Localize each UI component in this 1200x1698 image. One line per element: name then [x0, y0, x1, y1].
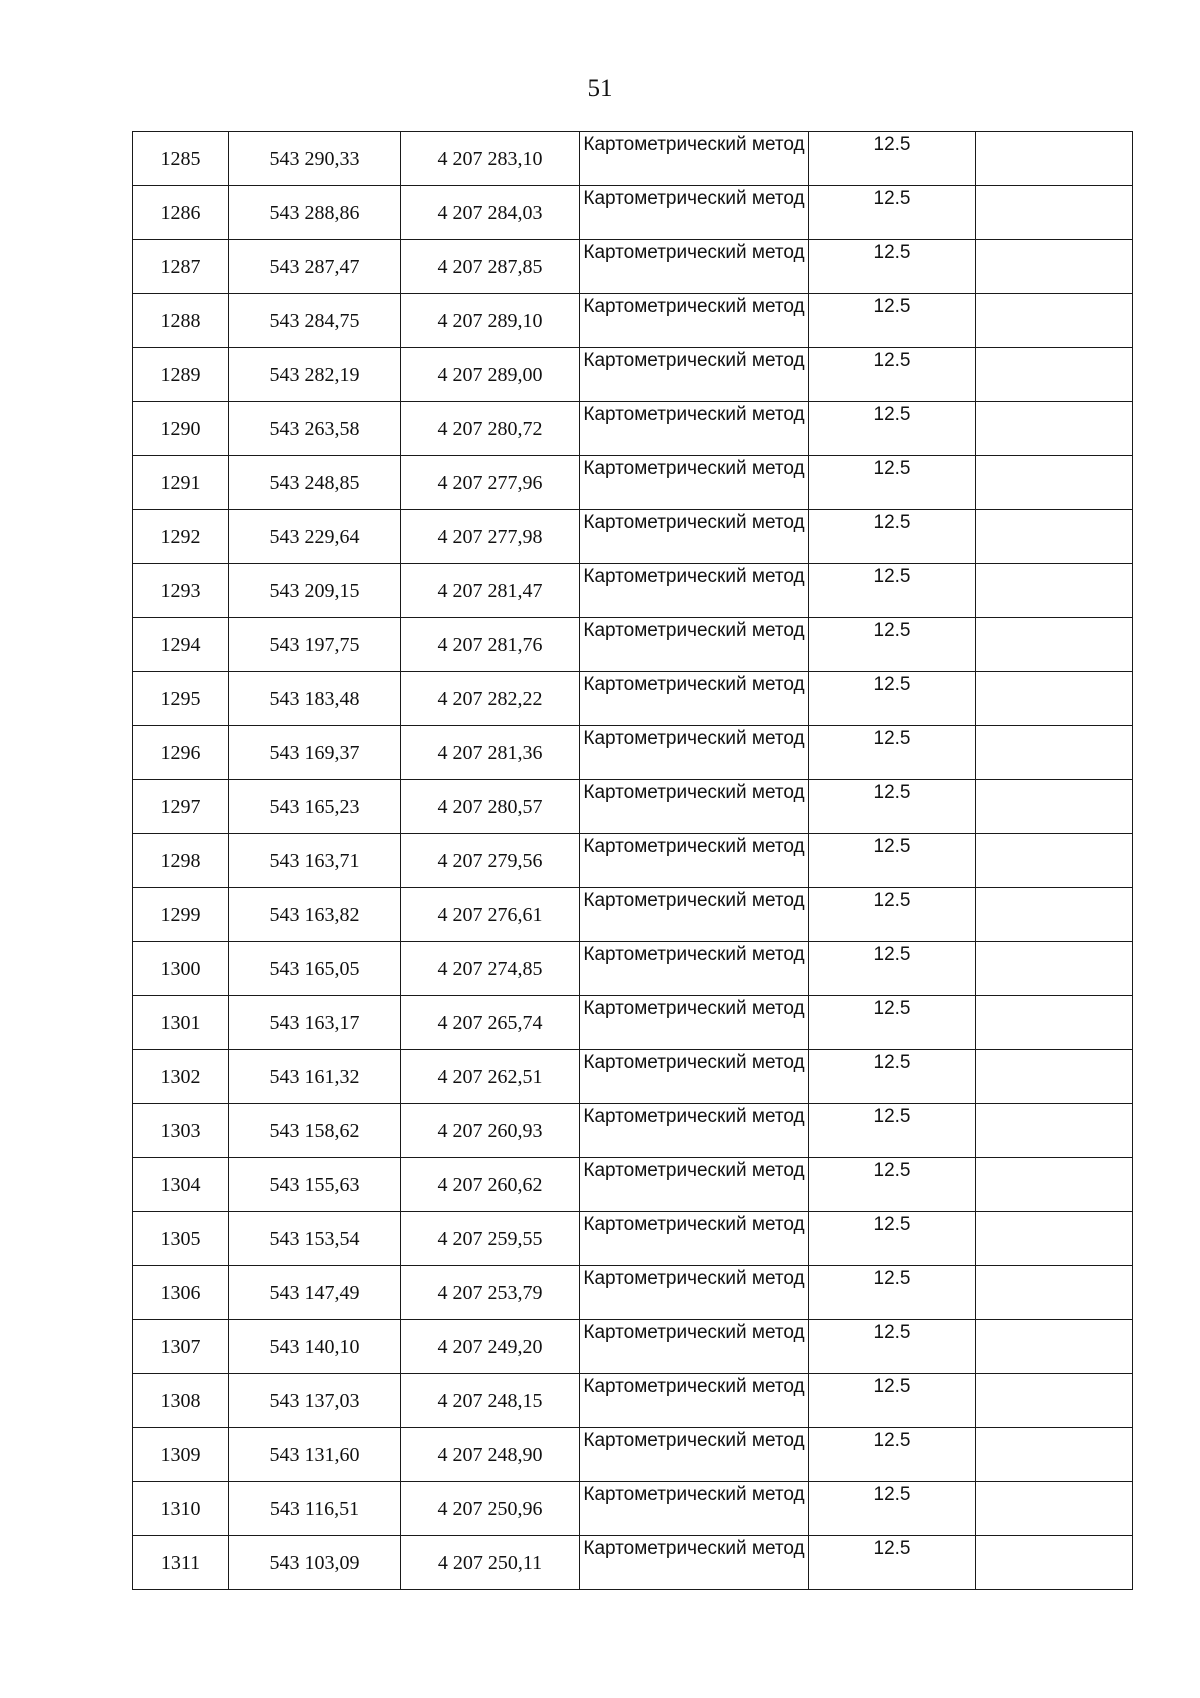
x-coordinate-cell: 543 131,60 [229, 1428, 401, 1482]
accuracy-cell: 12.5 [809, 348, 976, 402]
point-number-cell: 1290 [133, 402, 229, 456]
note-cell [976, 348, 1133, 402]
point-number-cell: 1304 [133, 1158, 229, 1212]
note-cell [976, 726, 1133, 780]
table-row [133, 240, 1133, 294]
method-cell: Картометрический метод [580, 1320, 809, 1374]
coordinates-table-body [133, 132, 1133, 1590]
y-coordinate-cell: 4 207 282,22 [401, 672, 580, 726]
y-coordinate-cell: 4 207 279,56 [401, 834, 580, 888]
note-cell [976, 618, 1133, 672]
table-row [133, 186, 1133, 240]
point-number-cell: 1300 [133, 942, 229, 996]
point-number-cell: 1306 [133, 1266, 229, 1320]
note-cell [976, 132, 1133, 186]
accuracy-cell: 12.5 [809, 1536, 976, 1590]
note-cell [976, 186, 1133, 240]
accuracy-cell: 12.5 [809, 132, 976, 186]
y-coordinate-cell: 4 207 259,55 [401, 1212, 580, 1266]
table-row [133, 672, 1133, 726]
y-coordinate-cell: 4 207 289,00 [401, 348, 580, 402]
point-number-cell: 1301 [133, 996, 229, 1050]
accuracy-cell: 12.5 [809, 1482, 976, 1536]
method-cell: Картометрический метод [580, 1266, 809, 1320]
table-row [133, 456, 1133, 510]
y-coordinate-cell: 4 207 253,79 [401, 1266, 580, 1320]
note-cell [976, 942, 1133, 996]
y-coordinate-cell: 4 207 262,51 [401, 1050, 580, 1104]
point-number-cell: 1308 [133, 1374, 229, 1428]
point-number-cell: 1298 [133, 834, 229, 888]
table-row [133, 132, 1133, 186]
y-coordinate-cell: 4 207 287,85 [401, 240, 580, 294]
y-coordinate-cell: 4 207 265,74 [401, 996, 580, 1050]
x-coordinate-cell: 543 209,15 [229, 564, 401, 618]
note-cell [976, 1374, 1133, 1428]
accuracy-cell: 12.5 [809, 510, 976, 564]
table-row [133, 402, 1133, 456]
x-coordinate-cell: 543 147,49 [229, 1266, 401, 1320]
method-cell: Картометрический метод [580, 348, 809, 402]
method-cell: Картометрический метод [580, 726, 809, 780]
note-cell [976, 1536, 1133, 1590]
y-coordinate-cell: 4 207 277,96 [401, 456, 580, 510]
accuracy-cell: 12.5 [809, 1158, 976, 1212]
y-coordinate-cell: 4 207 284,03 [401, 186, 580, 240]
note-cell [976, 564, 1133, 618]
x-coordinate-cell: 543 165,05 [229, 942, 401, 996]
x-coordinate-cell: 543 169,37 [229, 726, 401, 780]
accuracy-cell: 12.5 [809, 834, 976, 888]
accuracy-cell: 12.5 [809, 1320, 976, 1374]
table-row [133, 294, 1133, 348]
x-coordinate-cell: 543 140,10 [229, 1320, 401, 1374]
y-coordinate-cell: 4 207 281,76 [401, 618, 580, 672]
x-coordinate-cell: 543 161,32 [229, 1050, 401, 1104]
note-cell [976, 510, 1133, 564]
y-coordinate-cell: 4 207 260,62 [401, 1158, 580, 1212]
x-coordinate-cell: 543 248,85 [229, 456, 401, 510]
table-row [133, 834, 1133, 888]
table-row [133, 1104, 1133, 1158]
note-cell [976, 402, 1133, 456]
y-coordinate-cell: 4 207 248,90 [401, 1428, 580, 1482]
note-cell [976, 1158, 1133, 1212]
table-row [133, 1050, 1133, 1104]
method-cell: Картометрический метод [580, 240, 809, 294]
table-row [133, 726, 1133, 780]
method-cell: Картометрический метод [580, 942, 809, 996]
method-cell: Картометрический метод [580, 618, 809, 672]
y-coordinate-cell: 4 207 280,57 [401, 780, 580, 834]
x-coordinate-cell: 543 155,63 [229, 1158, 401, 1212]
point-number-cell: 1295 [133, 672, 229, 726]
point-number-cell: 1305 [133, 1212, 229, 1266]
accuracy-cell: 12.5 [809, 402, 976, 456]
method-cell: Картометрический метод [580, 294, 809, 348]
note-cell [976, 456, 1133, 510]
note-cell [976, 294, 1133, 348]
method-cell: Картометрический метод [580, 1212, 809, 1266]
note-cell [976, 834, 1133, 888]
y-coordinate-cell: 4 207 249,20 [401, 1320, 580, 1374]
accuracy-cell: 12.5 [809, 1050, 976, 1104]
accuracy-cell: 12.5 [809, 1374, 976, 1428]
accuracy-cell: 12.5 [809, 672, 976, 726]
point-number-cell: 1303 [133, 1104, 229, 1158]
x-coordinate-cell: 543 282,19 [229, 348, 401, 402]
x-coordinate-cell: 543 229,64 [229, 510, 401, 564]
table-row [133, 1158, 1133, 1212]
note-cell [976, 1482, 1133, 1536]
method-cell: Картометрический метод [580, 510, 809, 564]
point-number-cell: 1286 [133, 186, 229, 240]
method-cell: Картометрический метод [580, 1158, 809, 1212]
coordinates-table [132, 131, 1133, 1590]
point-number-cell: 1299 [133, 888, 229, 942]
y-coordinate-cell: 4 207 280,72 [401, 402, 580, 456]
note-cell [976, 1050, 1133, 1104]
page-number: 51 [587, 75, 613, 102]
method-cell: Картометрический метод [580, 132, 809, 186]
accuracy-cell: 12.5 [809, 996, 976, 1050]
method-cell: Картометрический метод [580, 1482, 809, 1536]
note-cell [976, 1428, 1133, 1482]
x-coordinate-cell: 543 284,75 [229, 294, 401, 348]
accuracy-cell: 12.5 [809, 888, 976, 942]
note-cell [976, 1320, 1133, 1374]
accuracy-cell: 12.5 [809, 1104, 976, 1158]
point-number-cell: 1297 [133, 780, 229, 834]
x-coordinate-cell: 543 103,09 [229, 1536, 401, 1590]
accuracy-cell: 12.5 [809, 564, 976, 618]
y-coordinate-cell: 4 207 277,98 [401, 510, 580, 564]
table-row [133, 996, 1133, 1050]
point-number-cell: 1285 [133, 132, 229, 186]
point-number-cell: 1296 [133, 726, 229, 780]
note-cell [976, 672, 1133, 726]
note-cell [976, 888, 1133, 942]
note-cell [976, 1212, 1133, 1266]
method-cell: Картометрический метод [580, 564, 809, 618]
method-cell: Картометрический метод [580, 834, 809, 888]
method-cell: Картометрический метод [580, 1428, 809, 1482]
x-coordinate-cell: 543 163,82 [229, 888, 401, 942]
method-cell: Картометрический метод [580, 1536, 809, 1590]
point-number-cell: 1294 [133, 618, 229, 672]
x-coordinate-cell: 543 197,75 [229, 618, 401, 672]
method-cell: Картометрический метод [580, 888, 809, 942]
x-coordinate-cell: 543 263,58 [229, 402, 401, 456]
table-row [133, 780, 1133, 834]
method-cell: Картометрический метод [580, 780, 809, 834]
y-coordinate-cell: 4 207 281,47 [401, 564, 580, 618]
point-number-cell: 1310 [133, 1482, 229, 1536]
table-row [133, 1536, 1133, 1590]
table-row [133, 888, 1133, 942]
accuracy-cell: 12.5 [809, 186, 976, 240]
x-coordinate-cell: 543 183,48 [229, 672, 401, 726]
note-cell [976, 1104, 1133, 1158]
x-coordinate-cell: 543 165,23 [229, 780, 401, 834]
table-row [133, 618, 1133, 672]
y-coordinate-cell: 4 207 276,61 [401, 888, 580, 942]
point-number-cell: 1302 [133, 1050, 229, 1104]
y-coordinate-cell: 4 207 250,96 [401, 1482, 580, 1536]
table-row [133, 1212, 1133, 1266]
table-row [133, 564, 1133, 618]
table-row [133, 348, 1133, 402]
table-row [133, 1428, 1133, 1482]
x-coordinate-cell: 543 287,47 [229, 240, 401, 294]
table-row [133, 1374, 1133, 1428]
point-number-cell: 1292 [133, 510, 229, 564]
accuracy-cell: 12.5 [809, 240, 976, 294]
point-number-cell: 1288 [133, 294, 229, 348]
x-coordinate-cell: 543 163,17 [229, 996, 401, 1050]
x-coordinate-cell: 543 153,54 [229, 1212, 401, 1266]
point-number-cell: 1309 [133, 1428, 229, 1482]
table-row [133, 1266, 1133, 1320]
accuracy-cell: 12.5 [809, 1212, 976, 1266]
note-cell [976, 1266, 1133, 1320]
point-number-cell: 1293 [133, 564, 229, 618]
accuracy-cell: 12.5 [809, 294, 976, 348]
y-coordinate-cell: 4 207 283,10 [401, 132, 580, 186]
accuracy-cell: 12.5 [809, 456, 976, 510]
point-number-cell: 1287 [133, 240, 229, 294]
x-coordinate-cell: 543 288,86 [229, 186, 401, 240]
x-coordinate-cell: 543 116,51 [229, 1482, 401, 1536]
point-number-cell: 1311 [133, 1536, 229, 1590]
method-cell: Картометрический метод [580, 996, 809, 1050]
method-cell: Картометрический метод [580, 1104, 809, 1158]
table-row [133, 1482, 1133, 1536]
note-cell [976, 780, 1133, 834]
point-number-cell: 1307 [133, 1320, 229, 1374]
method-cell: Картометрический метод [580, 1050, 809, 1104]
accuracy-cell: 12.5 [809, 1428, 976, 1482]
method-cell: Картометрический метод [580, 1374, 809, 1428]
point-number-cell: 1291 [133, 456, 229, 510]
method-cell: Картометрический метод [580, 672, 809, 726]
note-cell [976, 996, 1133, 1050]
y-coordinate-cell: 4 207 260,93 [401, 1104, 580, 1158]
y-coordinate-cell: 4 207 250,11 [401, 1536, 580, 1590]
y-coordinate-cell: 4 207 274,85 [401, 942, 580, 996]
method-cell: Картометрический метод [580, 402, 809, 456]
method-cell: Картометрический метод [580, 456, 809, 510]
table-row [133, 942, 1133, 996]
accuracy-cell: 12.5 [809, 942, 976, 996]
x-coordinate-cell: 543 137,03 [229, 1374, 401, 1428]
point-number-cell: 1289 [133, 348, 229, 402]
accuracy-cell: 12.5 [809, 726, 976, 780]
y-coordinate-cell: 4 207 281,36 [401, 726, 580, 780]
table-row [133, 1320, 1133, 1374]
accuracy-cell: 12.5 [809, 618, 976, 672]
accuracy-cell: 12.5 [809, 780, 976, 834]
x-coordinate-cell: 543 158,62 [229, 1104, 401, 1158]
accuracy-cell: 12.5 [809, 1266, 976, 1320]
x-coordinate-cell: 543 290,33 [229, 132, 401, 186]
y-coordinate-cell: 4 207 248,15 [401, 1374, 580, 1428]
y-coordinate-cell: 4 207 289,10 [401, 294, 580, 348]
method-cell: Картометрический метод [580, 186, 809, 240]
note-cell [976, 240, 1133, 294]
x-coordinate-cell: 543 163,71 [229, 834, 401, 888]
table-row [133, 510, 1133, 564]
